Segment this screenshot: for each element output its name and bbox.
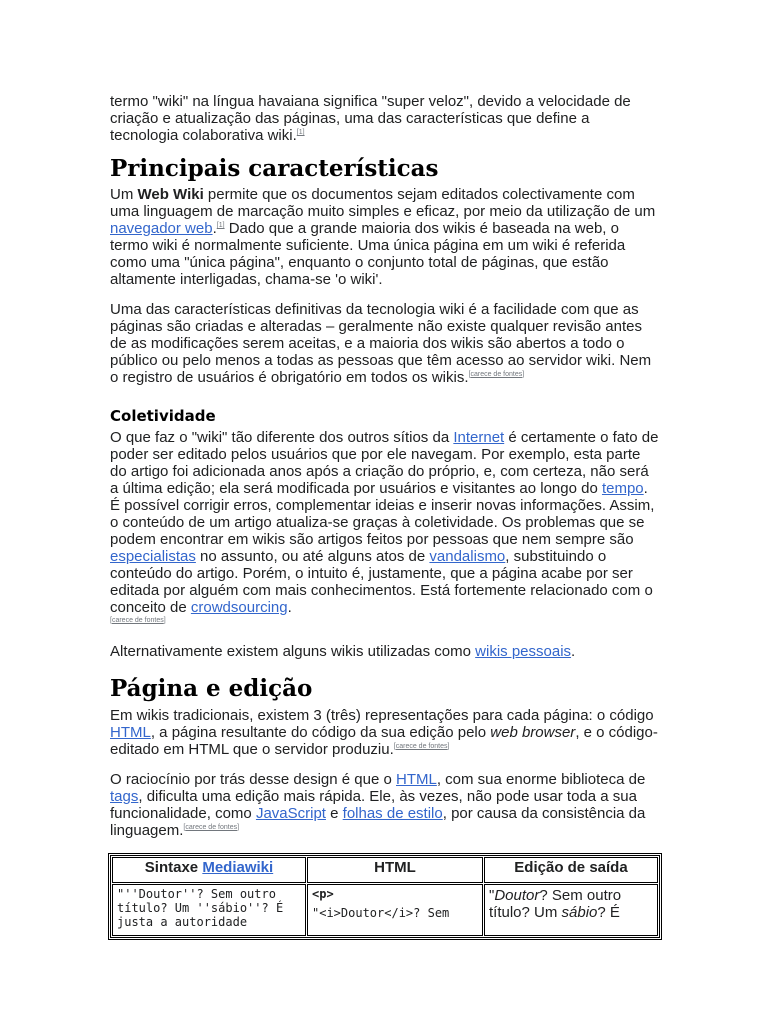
intro-paragraph: termo "wiki" na língua havaiana significa "super veloz", devido a velocidade de criação e atualização das páginas, uma das características que define a tecnologia colaborativa wiki.[1] bbox=[110, 93, 631, 144]
cell-wiki-code: "''Doutor''? Sem outro título? Um ''sábio''? É justa a autoridade bbox=[112, 884, 306, 936]
paragraph-caracteristicas-definitivas: Uma das características definitivas da tecnologia wiki é a facilidade com que as páginas são criadas e alteradas – geralmente não existe qualquer revisão antes de as modificações serem aceitas, e a maioria dos wikis são abertos a todo o público ou pelo menos a todas as pessoas que têm acesso ao servidor wiki. Nem o registro de usuários é obrigatório em todos os wikis.[carece de fontes] bbox=[110, 301, 652, 386]
syntax-comparison-table bbox=[110, 855, 660, 938]
header-sintaxe-mediawiki: Sintaxe Mediawiki bbox=[112, 857, 306, 883]
link-crowdsourcing[interactable]: crowdsourcing bbox=[190, 599, 288, 616]
table-header-row bbox=[112, 857, 658, 883]
link-navegador-web[interactable]: navegador web bbox=[110, 220, 213, 237]
link-html-2[interactable]: HTML bbox=[396, 771, 437, 788]
citation-needed: [carece de fontes] bbox=[468, 371, 525, 378]
link-especialistas[interactable]: especialistas bbox=[110, 548, 196, 565]
article-body bbox=[110, 93, 660, 839]
header-html: HTML bbox=[307, 857, 483, 883]
header-edicao-de-saida: Edição de saída bbox=[484, 857, 658, 883]
reference-1b[interactable]: [1] bbox=[216, 222, 225, 229]
table-row bbox=[112, 884, 658, 936]
paragraph-alternativamente: Alternativamente existem alguns wikis utilizadas como wikis pessoais. bbox=[110, 643, 576, 660]
citation-needed: [carece de fontes] bbox=[183, 824, 240, 831]
citation-needed: [carece de fontes] bbox=[393, 743, 450, 750]
link-tempo[interactable]: tempo bbox=[601, 480, 644, 497]
link-tags[interactable]: tags bbox=[110, 788, 139, 805]
paragraph-web-wiki: Um Web Wiki permite que os documentos sejam editados colectivamente com uma linguagem de marcação muito simples e eficaz, por meio da utilização de um navegador web.[1] Dado que a grande maioria dos wikis é baseada na web, o termo wiki é normalmente suficiente. Uma única página em um wiki é referida como uma "única página", enquanto o conjunto total de páginas, que estão altamente interligadas, chama-se 'o wiki'. bbox=[110, 186, 656, 288]
cell-html-code: <p> "<i>Doutor</i>? Sem bbox=[307, 884, 483, 936]
cell-output: "Doutor? Sem outro título? Um sábio? É bbox=[484, 884, 658, 936]
citation-needed: [carece de fontes] bbox=[110, 617, 166, 624]
paragraph-raciocinio: O raciocínio por trás desse design é que o HTML, com sua enorme biblioteca de tags, dificulta uma edição mais rápida. Ele, às vezes, não pode usar toda a sua funcionalidade, como JavaScript e folhas de estilo, por causa da consistência da linguagem.[carece de fontes] bbox=[110, 771, 646, 839]
link-html[interactable]: HTML bbox=[110, 724, 151, 741]
heading-principais-caracteristicas: Principais características bbox=[110, 155, 439, 182]
link-vandalismo[interactable]: vandalismo bbox=[429, 548, 506, 565]
reference-1[interactable]: [1] bbox=[296, 129, 305, 136]
paragraph-coletividade: O que faz o "wiki" tão diferente dos outros sítios da Internet é certamente o fato de poder ser editado pelos usuários que por ele navegam. Por exemplo, esta parte do artigo foi adicionada anos após a criação do próprio, e, com certeza, não será a última edição; ela será modificada por usuários e visitantes ao longo do tempo. É possível corrigir erros, complementar ideias e inserir novas informações. Assim, o conteúdo de um artigo atualiza-se graças à coletividade. Os problemas que se podem encontrar em wikis são artigos feitos por pessoas que nem sempre são especialistas no assunto, ou até alguns atos de vandalismo, substituindo o conteúdo do artigo. Porém, o intuito é, justamente, que a página acabe por ser editada por alguém com mais conhecimentos. Está fortemente relacionado com o conceito de crowdsourcing. bbox=[110, 429, 659, 616]
link-folhas-de-estilo[interactable]: folhas de estilo bbox=[342, 805, 443, 822]
link-internet[interactable]: Internet bbox=[453, 429, 505, 446]
link-wikis-pessoais[interactable]: wikis pessoais bbox=[475, 643, 572, 660]
paragraph-representacoes: Em wikis tradicionais, existem 3 (três) representações para cada página: o código HTML, a página resultante do código da sua edição pelo web browser, e o código-editado em HTML que o servidor produziu.[carece de fontes] bbox=[110, 707, 658, 758]
heading-pagina-e-edicao: Página e edição bbox=[110, 675, 313, 702]
heading-coletividade: Coletividade bbox=[110, 407, 216, 425]
link-mediawiki[interactable]: Mediawiki bbox=[202, 859, 274, 876]
link-javascript[interactable]: JavaScript bbox=[255, 805, 326, 822]
